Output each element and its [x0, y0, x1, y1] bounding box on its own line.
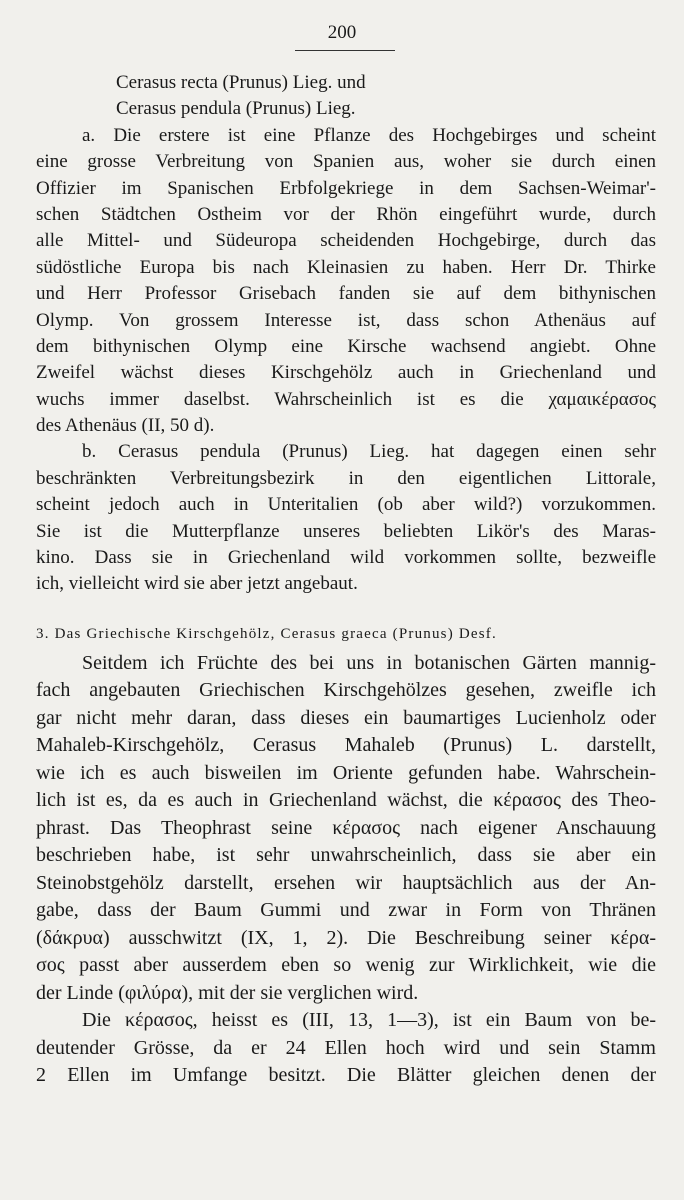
text-line: Steinobstgehölz darstellt, ersehen wir hauptsächlich aus der An-: [36, 871, 656, 894]
text-line: Zweifel wächst dieses Kirschgehölz auch in Griechenland und: [36, 362, 656, 384]
text-line: ich, vielleicht wird sie aber jetzt angebaut.: [36, 573, 358, 595]
text-line: wie ich es auch bisweilen im Oriente gefunden habe. Wahrschein-: [36, 761, 656, 784]
text-line: schen Städtchen Ostheim vor der Rhön eingeführt wurde, durch: [36, 203, 656, 225]
text-line: gar nicht mehr daran, dass dieses ein baumartiges Lucienholz oder: [36, 706, 656, 729]
text-line: 2 Ellen im Umfange besitzt. Die Blätter gleichen denen der: [36, 1064, 656, 1087]
text-line: Mahaleb-Kirschgehölz, Cerasus Mahaleb (Prunus) L. darstellt,: [36, 734, 656, 757]
text-line: und Herr Professor Grisebach fanden sie auf dem bithynischen: [36, 283, 656, 305]
text-line: deutender Grösse, da er 24 Ellen hoch wird und sein Stamm: [36, 1036, 656, 1059]
text-line: des Athenäus (II, 50 d).: [36, 415, 215, 437]
section-3: [36, 650, 656, 1090]
header-rule: [295, 50, 395, 51]
page-body: [36, 70, 656, 1090]
text-line: a. Die erstere ist eine Pflanze des Hochgebirges und scheint: [82, 124, 656, 146]
text-line: (δάκρυα) ausschwitzt (IX, 1, 2). Die Beschreibung seiner κέρα-: [36, 926, 656, 949]
text-line: gabe, dass der Baum Gummi und zwar in Form von Thränen: [36, 899, 656, 922]
text-line: scheint jedoch auch in Unteritalien (ob aber wild?) vorzukommen.: [36, 494, 656, 516]
text-line: eine grosse Verbreitung von Spanien aus, woher sie durch einen: [36, 151, 656, 173]
text-line: phrast. Das Theophrast seine κέρασος nach eigener Anschauung: [36, 816, 656, 839]
page-number: 200: [327, 22, 357, 43]
intro-line: Cerasus pendula (Prunus) Lieg.: [116, 98, 356, 120]
paragraph-3: [36, 650, 656, 1008]
text-line: kino. Dass sie in Griechenland wild vorkommen sollte, bezweifle: [36, 547, 656, 569]
text-line: Sie ist die Mutterpflanze unseres beliebten Likör's des Maras-: [36, 520, 656, 542]
section-heading: 3. Das Griechische Kirschgehölz, Cerasus graeca (Prunus) Desf.: [36, 625, 497, 642]
text-line: der Linde (φιλύρα), mit der sie verglichen wird.: [36, 981, 419, 1004]
text-line: b. Cerasus pendula (Prunus) Lieg. hat dagegen einen sehr: [82, 441, 656, 463]
text-line: Offizier im Spanischen Erbfolgekriege in dem Sachsen-Weimar'-: [36, 177, 656, 199]
intro-line: Cerasus recta (Prunus) Lieg. und: [116, 72, 366, 93]
text-line: fach angebauten Griechischen Kirschgehölzes gesehen, zweifle ich: [36, 679, 656, 702]
text-line: beschränkten Verbreitungsbezirk in den eigentlichen Littorale,: [36, 467, 656, 489]
text-line: Seitdem ich Früchte des bei uns in botanischen Gärten mannig-: [82, 651, 656, 674]
text-line: dem bithynischen Olymp eine Kirsche wachsend angiebt. Ohne: [36, 335, 656, 357]
text-line: alle Mittel- und Südeuropa scheidenden Hochgebirge, durch das: [36, 230, 656, 252]
text-line: wuchs immer daselbst. Wahrscheinlich ist es die χαμαικέρασος: [36, 388, 656, 410]
text-line: Die κέρασος, heisst es (III, 13, 1—3), ist ein Baum von be-: [82, 1009, 656, 1032]
paragraph-b: [36, 439, 656, 597]
text-line: beschrieben habe, ist sehr unwahrscheinlich, dass sie aber ein: [36, 844, 656, 867]
paragraph-4: [36, 1007, 656, 1090]
text-line: Olymp. Von grossem Interesse ist, dass schon Athenäus auf: [36, 309, 656, 331]
text-line: südöstliche Europa bis nach Kleinasien zu haben. Herr Dr. Thirke: [36, 256, 656, 278]
paragraph-a: [36, 123, 656, 440]
intro-block: [36, 70, 656, 123]
text-line: lich ist es, da es auch in Griechenland wächst, die κέρασος des Theo-: [36, 789, 656, 812]
text-line: σος passt aber ausserdem eben so wenig zur Wirklichkeit, wie die: [36, 954, 656, 977]
